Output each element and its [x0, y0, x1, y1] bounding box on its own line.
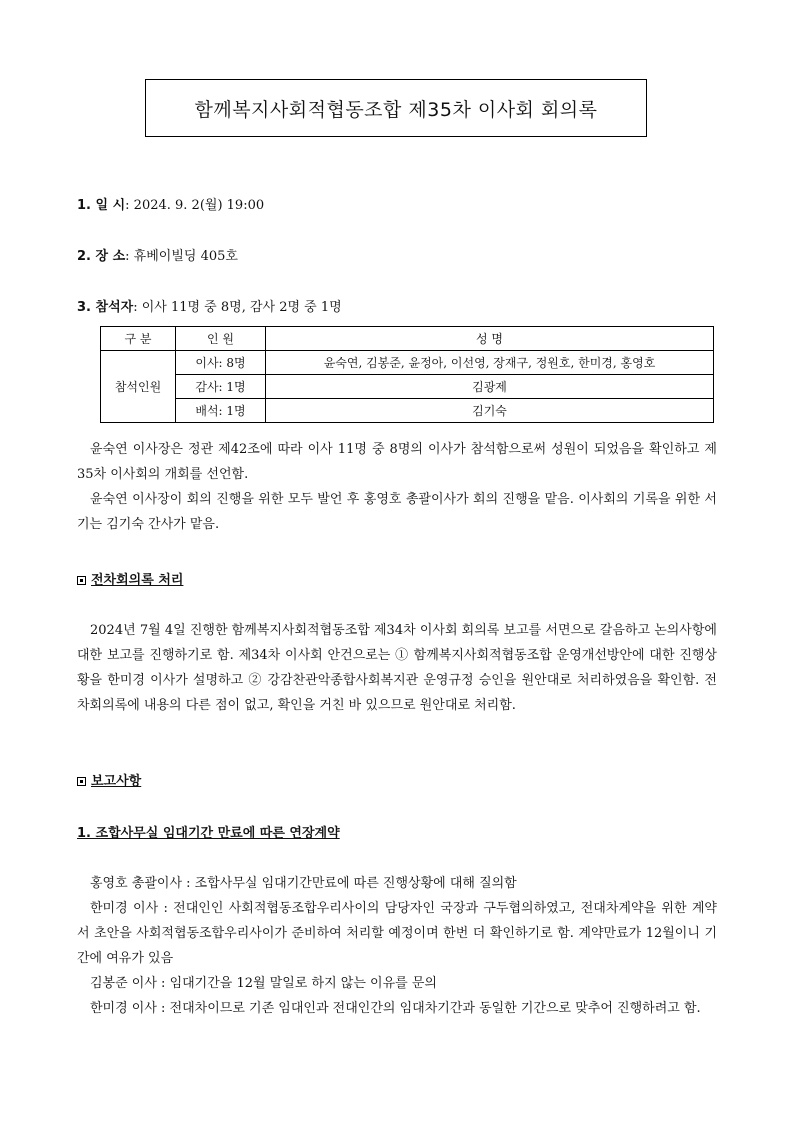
row-count: 이사: 8명 [176, 351, 266, 375]
square-bullet-icon [77, 777, 86, 786]
report-subheading-label: 1. 조합사무실 임대기간 만료에 따른 연장계약 [77, 826, 340, 841]
header-count: 인 원 [176, 327, 266, 351]
intro-paragraph-1: 윤숙연 이사장은 정관 제42조에 따라 이사 11명 중 8명의 이사가 참석함으로써 성원이 되었음을 확인하고 제35차 이사회의 개회를 선언함. [77, 442, 717, 482]
date-label: 1. 일 시 [77, 198, 126, 213]
group-label: 참석인원 [101, 351, 176, 423]
report-item: 한미경 이사 : 전대인인 사회적협동조합우리사이의 담당자인 국장과 구두협의하였고, 전대차계약을 위한 계약서 초안을 사회적협동조합우리사이가 준비하여 처리할 예정이며 한번 더 확인하기로 함. 계약만료가 12월이니 기간에 여유가 있음 [77, 901, 717, 966]
intro-paragraph-2: 윤숙연 이사장이 회의 진행을 위한 모두 발언 후 홍영호 총괄이사가 회의 진행을 맡음. 이사회의 기록을 위한 서기는 김기숙 간사가 맡음. [77, 492, 717, 532]
section-heading-label: 보고사항 [91, 774, 142, 789]
row-names: 김광제 [266, 375, 714, 399]
previous-minutes-body: 2024년 7월 4일 진행한 함께복지사회적협동조합 제34차 이사회 회의록 보고를 서면으로 갈음하고 논의사항에 대한 보고를 진행하기로 함. 제34차 이사회 안건으로는 ① 함께복지사회적협동조합 운영개선방안에 대한 진행상황을 한미경 이사가 설명하고 ② 강감찬관악종합사회복지관 운영규정 승인을 원안대로 처리하였음을 확인함. 전차회의록에 내용의 다른 점이 없고, 확인을 거친 바 있으므로 원안대로 처리함. [77, 623, 717, 713]
document-title: 함께복지사회적협동조합 제35차 이사회 회의록 [194, 98, 598, 121]
row-names: 윤숙연, 김봉준, 윤정아, 이선영, 장재구, 정원호, 한미경, 홍영호 [266, 351, 714, 375]
section-heading-report [77, 770, 141, 789]
table-header-row [101, 327, 714, 351]
title-box [145, 79, 647, 137]
table-row [101, 399, 714, 423]
place-label: 2. 장 소 [77, 249, 126, 264]
row-count: 배석: 1명 [176, 399, 266, 423]
header-category: 구 분 [101, 327, 176, 351]
meeting-attendees [77, 296, 342, 315]
report-item: 홍영호 총괄이사 : 조합사무실 임대기간만료에 따른 진행상황에 대해 질의함 [90, 876, 517, 891]
header-names: 성 명 [266, 327, 714, 351]
section-heading-previous-minutes [77, 569, 183, 588]
intro-section [77, 437, 717, 537]
report-item: 김봉준 이사 : 임대기간을 12월 말일로 하지 않는 이유를 문의 [90, 976, 437, 991]
date-value: : 2024. 9. 2(월) 19:00 [125, 198, 265, 213]
meeting-date [77, 194, 264, 213]
row-count: 감사: 1명 [176, 375, 266, 399]
place-value: : 휴베이빌딩 405호 [125, 249, 238, 264]
previous-minutes-section [77, 618, 717, 718]
attendees-label: 3. 참석자 [77, 300, 134, 315]
table-row [101, 375, 714, 399]
report-item: 한미경 이사 : 전대차이므로 기존 임대인과 전대인간의 임대차기간과 동일한 기간으로 맞추어 진행하려고 함. [90, 1001, 701, 1016]
table-row [101, 351, 714, 375]
section-heading-label: 전차회의록 처리 [91, 573, 184, 588]
attendees-value: : 이사 11명 중 8명, 감사 2명 중 1명 [133, 300, 342, 315]
meeting-place [77, 245, 238, 264]
attendance-table [100, 326, 714, 423]
square-bullet-icon [77, 576, 86, 585]
report-items [77, 871, 717, 1021]
row-names: 김기숙 [266, 399, 714, 423]
report-subheading [77, 822, 340, 841]
